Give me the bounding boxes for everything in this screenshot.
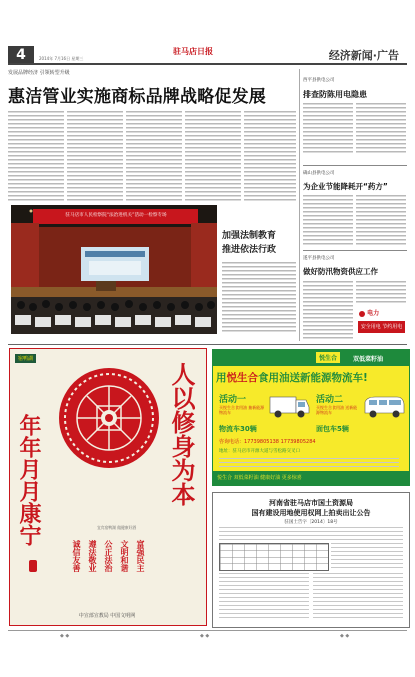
footer-rule [8, 630, 407, 631]
photo-article-body-1 [222, 262, 296, 334]
sidebar-body-1b [356, 103, 406, 155]
event1-label: 活动一 [219, 395, 247, 405]
poem-col-3: 公正法治 [104, 540, 113, 572]
phone-line: 咨询电话：17739805138 17739805284 [219, 439, 316, 445]
headline-brand: 悦生合 [226, 372, 258, 384]
header-rule [8, 63, 407, 65]
notice-title-2: 国有建设用地使用权网上拍卖出让公告 [251, 509, 371, 517]
footer-ornament-mid: ◆ ◆ [200, 633, 210, 639]
power-logo-icon [359, 311, 365, 317]
lead-kicker: 发展品牌经济 引领转型升级 [8, 70, 70, 76]
event2-price: 面包车5辆 [316, 425, 349, 433]
sidebar-headline-1: 排查防陈用电隐患 [303, 90, 367, 99]
sidebar [303, 69, 407, 341]
van-2 [363, 394, 405, 424]
sidebar-rule-2 [303, 250, 407, 251]
right-ad-brand-sub: 双低菜籽油 [353, 356, 384, 363]
poem-col-5: 富强民主 [136, 540, 145, 572]
photo-headline-2: 推进依法行政 [222, 245, 277, 255]
notice-title-1: 河南省驻马店市国土资源局 [269, 499, 353, 507]
right-ad [212, 349, 410, 486]
notice-table [219, 543, 329, 571]
red-seal [29, 560, 37, 572]
sidebar-body-2b [356, 195, 406, 245]
lead-body-col-2 [67, 111, 123, 201]
right-ad-brand-logo-text: 悦生合 [319, 355, 338, 362]
address-line: 地址：驻马店市开源大道与雪松路交叉口 [219, 449, 300, 454]
left-ad-title: 年年月月康宁 [16, 414, 41, 546]
left-ad-caption: 宜宾宿鸭湖 做健康好酒 [97, 525, 137, 530]
power-ad-banner: 安全用电 节约用电 [358, 321, 405, 333]
lead-body-col-3 [126, 111, 182, 201]
sidebar-source-1: 西平县供电公司 [303, 78, 335, 83]
right-ad-brand-logo [316, 352, 340, 363]
left-ad [9, 348, 207, 626]
masthead: 驻马店日报 [173, 47, 213, 56]
date-line: 2014年 7月16日 星期三 [39, 56, 84, 61]
notice-body-4 [313, 573, 403, 621]
section-title: 经济新闻·广告 [328, 49, 399, 62]
notice-body-1 [219, 527, 403, 541]
section-rule [8, 344, 407, 345]
notice-subtitle: 驻国土告字〔2014〕18号 [284, 520, 338, 525]
page-header [8, 44, 407, 64]
notice-body-2 [331, 543, 403, 569]
footer-ornament-left: ◆ ◆ [60, 633, 70, 639]
notice-body-3 [219, 573, 309, 621]
right-ad-fineprint [219, 458, 399, 468]
paper-cut-emblem [57, 366, 161, 474]
sidebar-headline-3: 做好防汛物资供应工作 [303, 267, 378, 276]
event2-desc: 买悦生合食用油 送新能源物流车 [316, 405, 358, 415]
left-ad-brand-tag: 宿鸭湖 [15, 354, 36, 363]
poem-col-4: 文明和谐 [120, 540, 129, 572]
lead-headline: 惠洁管业实施商标品牌战略促发展 [8, 87, 266, 107]
headline-part2: 食用油送新能源物流车! [258, 372, 368, 384]
sidebar-source-2: 确山县供电公司 [303, 171, 335, 176]
page-number-box [8, 46, 34, 64]
event1-desc: 买悦生合食用油 抽新能源物流车 [219, 405, 265, 415]
lead-body-col-5 [244, 111, 296, 201]
power-logo-text: 电力 [367, 310, 380, 317]
left-ad-slogan: 人以修身为本 [167, 362, 195, 506]
sidebar-source-3: 遂平县供电公司 [303, 256, 335, 261]
header-small-text [226, 56, 227, 60]
photo-banner-text: 驻马店市人民检察院“法治进机关”活动一检察专场 [65, 213, 167, 218]
poem-col-2: 遵法敬业 [88, 540, 97, 572]
sidebar-body-3b [356, 281, 406, 303]
lead-body-col-1 [8, 111, 64, 201]
power-logo [359, 308, 379, 317]
right-ad-bottom-slogan: 悦生合 双低菜籽油 健康好油 更多惊喜 [217, 475, 302, 481]
power-ad [356, 307, 407, 339]
event-photo [11, 205, 217, 334]
headline-part1: 用 [216, 372, 227, 384]
sidebar-body-1a [303, 103, 353, 155]
sidebar-body-2a [303, 195, 353, 245]
column-divider [299, 69, 300, 341]
event1-price: 物流车30辆 [219, 425, 257, 433]
van-1 [268, 394, 310, 424]
event2-label: 活动二 [316, 395, 344, 405]
sidebar-rule-1 [303, 165, 407, 166]
poem-col-1: 诚信友善 [72, 540, 81, 572]
left-ad-bottom-line: 中宣部宣教局 中国文明网 [78, 613, 136, 619]
footer-ornament-right: ◆ ◆ [340, 633, 350, 639]
page-number: 4 [16, 47, 26, 63]
sidebar-body-3a [303, 281, 353, 339]
sidebar-headline-2: 为企业节能降耗开“药方” [303, 182, 388, 191]
land-notice [212, 492, 410, 628]
left-ad-poem [71, 540, 155, 600]
right-ad-headline [216, 370, 408, 385]
lead-body-col-4 [185, 111, 241, 201]
photo-headline-1: 加强法制教育 [222, 231, 277, 241]
